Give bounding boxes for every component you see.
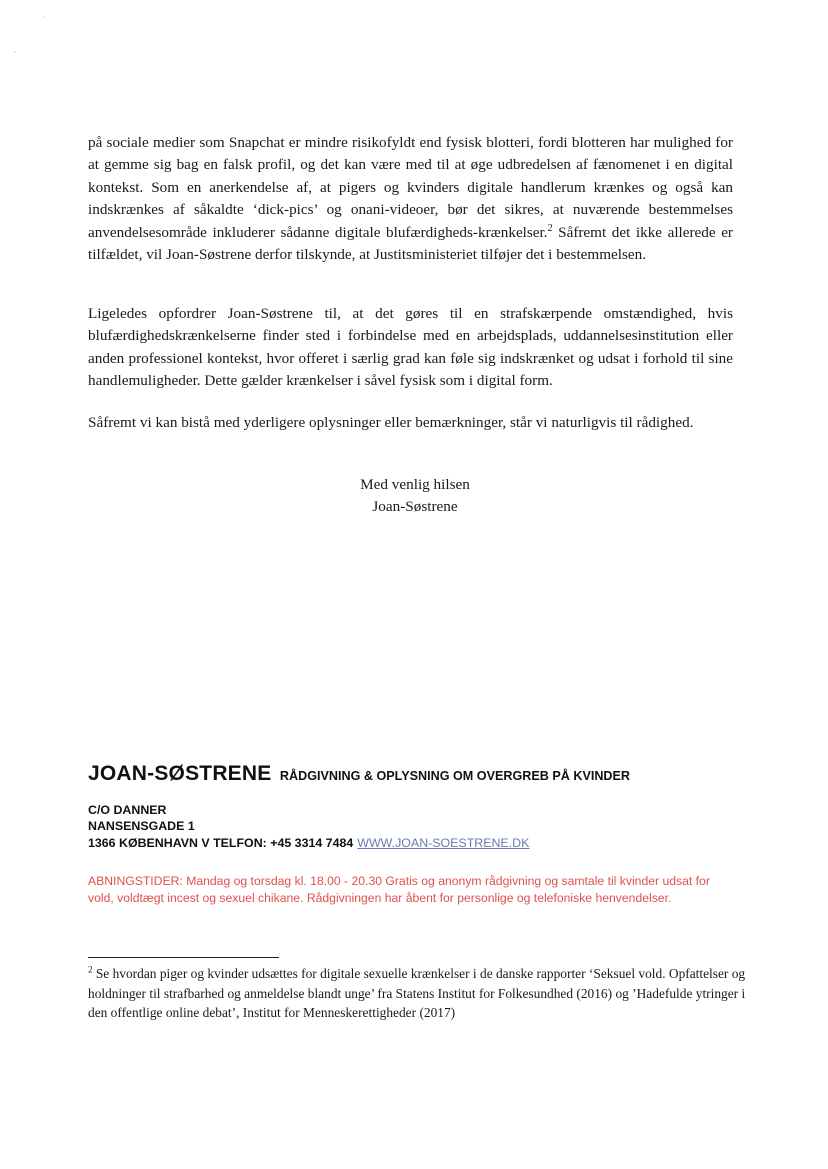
footnote-text: Se hvordan piger og kvinder udsættes for digitale sexuelle krænkelser i de danske rapporter ‘Seksuel vold. Opfattelser og holdninger til strafbarhed og anmeldelse blandt unge’ fra Statens Institut for Folkesundhed (2016) og ’Hadefulde ytringer i den offentlige online debat’, Institut for Menneskerettigheder (2017) <box>88 966 746 1020</box>
paragraph-text: Såfremt det ikke allerede er tilfældet, vil Joan-Søstrene derfor tilskynde, at Justitsministeriet tilføjer det i bestemmelsen. <box>88 223 733 264</box>
footnote-divider <box>88 957 279 958</box>
address-line: NANSENSGADE 1 <box>88 819 195 833</box>
signature: Joan-Søstrene <box>372 498 458 515</box>
closing-salutation: Med venlig hilsen <box>360 476 470 493</box>
opening-hours-text: ABNINGSTIDER: Mandag og torsdag kl. 18.00 - 20.30 Gratis og anonym rådgivning og samtale til kvinder udsat for vold, voldtægt incest og sexuel chikane. Rådgivningen har åbent for personlige og telefoniske henvendelser. <box>88 874 710 905</box>
paragraph-text: på sociale medier som Snapchat er mindre risikofyldt end fysisk blotteri, fordi blotteren har mulighed for at gemme sig bag en falsk profil, og det kan være med til at øge udbredelsen af fænomenet i en digital kontekst. Som en anerkendelse af, at pigers og kvinders digitale handlerum krænkes og også kan indskrænkes af såkaldte ‘dick-pics’ og onani-videoer, bør det sikres, at nuværende bestemmelses anvendelsesområde inkluderer sådanne digitale blufærdigheds-krænkelser. <box>88 134 733 241</box>
address-line: C/O DANNER <box>88 803 167 817</box>
footnote-number: 2 <box>88 964 93 975</box>
scan-speck: ˙ <box>42 16 46 24</box>
brand-tagline: RÅDGIVNING & OPLYSNING OM OVERGREB PÅ KVINDER <box>279 769 631 783</box>
scan-speck: - <box>14 48 17 56</box>
brand-name: JOAN-SØSTRENE <box>88 762 272 785</box>
paragraph-offer-assistance: Såfremt vi kan bistå med yderligere oplysninger eller bemærkninger, står vi naturligvis til rådighed. <box>88 414 694 431</box>
paragraph-digital-violations <box>88 132 733 266</box>
footnote <box>88 964 748 1023</box>
footnote-reference: 2 <box>547 222 553 234</box>
address-phone: 1366 KØBENHAVN V TELFON: +45 3314 7484 <box>88 836 354 850</box>
address-contact-line <box>88 836 529 850</box>
website-link[interactable]: WWW.JOAN-SOESTRENE.DK <box>357 836 530 850</box>
paragraph-aggravating-circumstance: Ligeledes opfordrer Joan-Søstrene til, at det gøres til en strafskærpende omstændighed, hvis blufærdighedskrænkelserne finder sted i forbindelse med en arbejdsplads, uddannelsesinstitution eller anden professionel kontekst, hvor offeret i særlig grad kan føle sig indskrænket og udsat i forhold til sine handlemuligheder. Dette gælder krænkelser i såvel fysisk som i digital form. <box>88 305 733 390</box>
letterhead-brand <box>88 762 630 786</box>
